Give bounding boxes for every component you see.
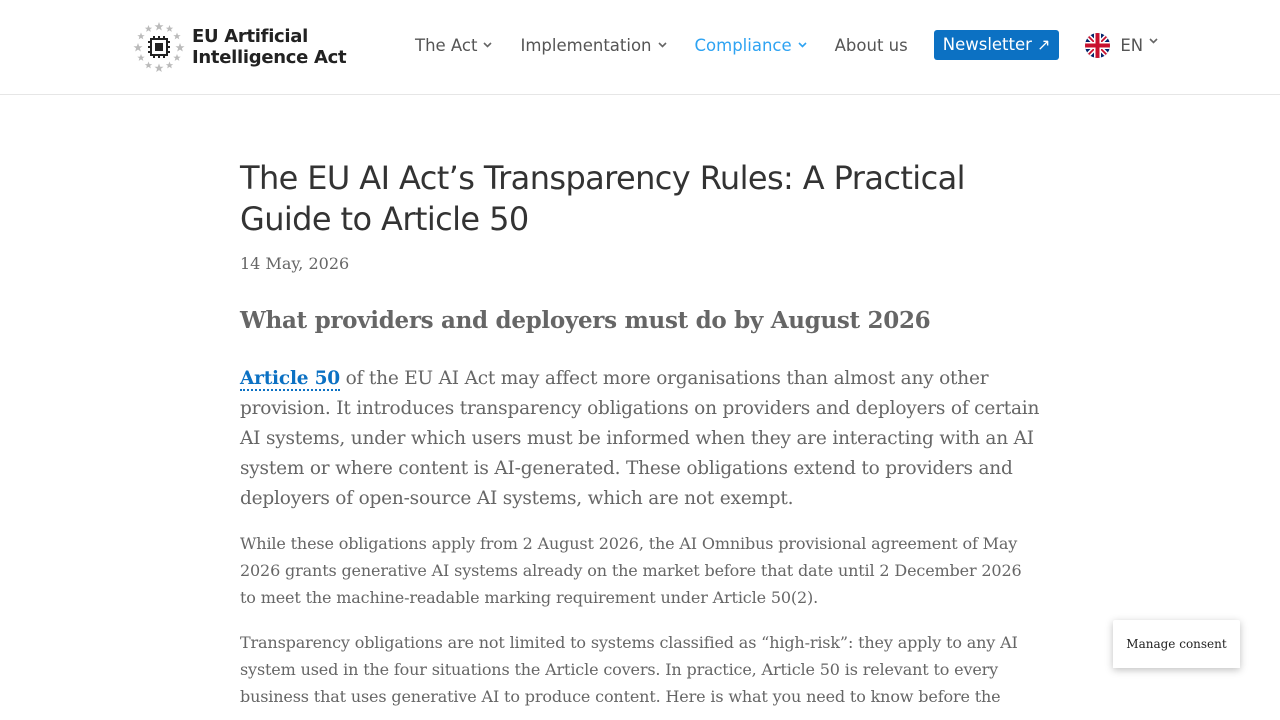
uk-flag-icon	[1085, 33, 1110, 58]
nav-item-the-act[interactable]	[415, 36, 492, 55]
nav-item-about-us[interactable]	[835, 36, 908, 55]
article-subtitle: What providers and deployers must do by August 2026	[240, 307, 931, 334]
nav-item-label: The Act	[415, 35, 478, 55]
site-logo[interactable]	[132, 20, 346, 74]
logo-line-1: EU Artificial	[192, 26, 309, 47]
chevron-down-icon	[483, 42, 492, 48]
lead-text: of the EU AI Act may affect more organisations than almost any other provision. It introduces transparency obligations on providers and deployers of certain AI systems, under which users must be informed when they are interacting with an AI system or where content is AI-generated. These obligations extend to providers and deployers of open-source AI systems, which are not exempt.	[240, 368, 1040, 509]
body-paragraph: Transparency obligations are not limited to systems classified as “high-risk”: they apply to any AI system used in the four situations the Article covers. In practice, Article 50 is relevant to every business that uses generative AI to produce content. Here is what you need to know before the	[240, 633, 1018, 706]
site-header	[0, 0, 1280, 95]
external-arrow-icon: ↗	[1036, 35, 1051, 54]
chevron-down-icon	[798, 42, 807, 48]
body-paragraph: While these obligations apply from 2 August 2026, the AI Omnibus provisional agreement of May 2026 grants generative AI systems already on the market before that date until 2 December 2026 to meet the machine-readable marking requirement under Article 50(2).	[240, 534, 1022, 607]
logo-line-2: Intelligence Act	[192, 47, 347, 68]
nav-item-label: Implementation	[520, 35, 652, 55]
article-title: The EU AI Act’s Transparency Rules: A Practical Guide to Article 50	[240, 159, 965, 238]
nav-item-label: About us	[834, 35, 908, 55]
newsletter-label: Newsletter	[942, 35, 1032, 54]
nav-item-compliance[interactable]	[695, 36, 807, 55]
logo-text	[192, 26, 346, 68]
nav-item-label: Compliance	[694, 35, 792, 55]
language-switcher[interactable]	[1085, 33, 1158, 58]
chevron-down-icon	[1149, 38, 1158, 44]
nav-item-implementation[interactable]	[520, 36, 666, 55]
eu-stars-chip-icon	[132, 20, 186, 74]
article	[240, 158, 1040, 710]
newsletter-button[interactable]	[934, 30, 1060, 60]
article-50-link[interactable]: Article 50	[240, 368, 340, 389]
chevron-down-icon	[658, 42, 667, 48]
manage-consent-button[interactable]: Manage consent	[1113, 620, 1240, 668]
language-code: EN	[1120, 35, 1144, 55]
main-nav	[415, 30, 1158, 60]
lead-paragraph	[240, 364, 1040, 514]
article-date: 14 May, 2026	[240, 254, 350, 273]
